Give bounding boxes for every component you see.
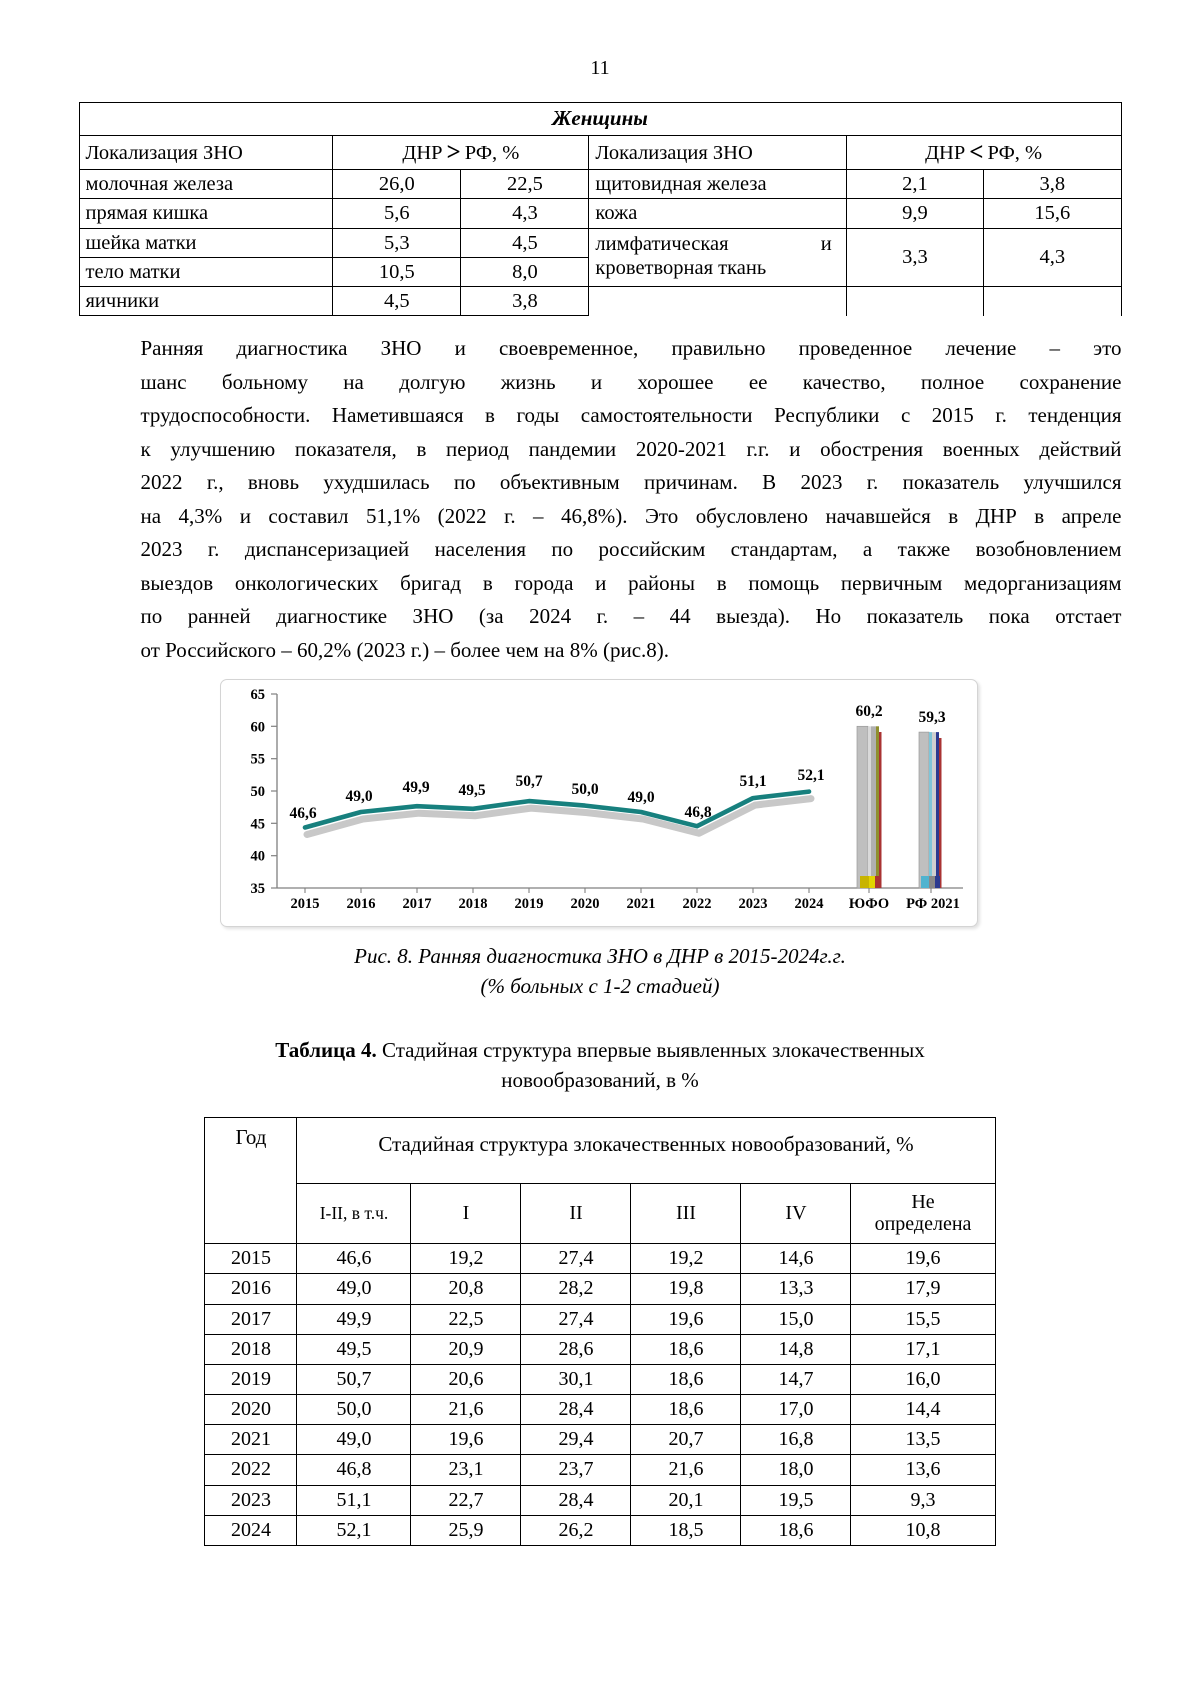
cell-value: 19,6 (411, 1425, 521, 1455)
cell-value: 51,1 (297, 1485, 411, 1515)
cell-value: 50,7 (297, 1364, 411, 1394)
cell-value: 28,2 (521, 1274, 631, 1304)
data-label: 49,0 (345, 788, 373, 806)
cell-empty (589, 287, 846, 316)
table-row-subheader (205, 1183, 995, 1244)
cell-loc: щитовидная железа (589, 170, 846, 199)
x-tick-labels (291, 896, 960, 912)
cell-year: 2015 (205, 1244, 297, 1274)
cell-value: 19,2 (411, 1244, 521, 1274)
table-row (205, 1334, 995, 1364)
x-tick-label: 2019 (514, 896, 544, 913)
cell-value: 9,9 (846, 199, 983, 228)
cell-value: 3,8 (461, 287, 589, 316)
cell-value: 21,6 (631, 1455, 741, 1485)
figure-caption-line1: Рис. 8. Ранняя диагностика ЗНО в ДНР в 2015-2024г.г. (354, 944, 846, 969)
body-paragraph (79, 332, 1122, 667)
early-diagnosis-chart (221, 680, 977, 926)
data-label: 49,0 (627, 789, 655, 807)
cell-value: 16,8 (741, 1425, 851, 1455)
x-tick-label: 2015 (290, 896, 320, 913)
x-tick-label: 2022 (682, 896, 712, 913)
cell-value: 27,4 (521, 1304, 631, 1334)
table-row (205, 1244, 995, 1274)
table-row (205, 1455, 995, 1485)
data-label-rf2021: 59,3 (918, 709, 946, 727)
stage-table-body (205, 1244, 995, 1546)
data-labels (289, 703, 945, 822)
header-col-i: I (411, 1183, 521, 1244)
cell-loc: тело матки (79, 257, 333, 286)
cell-value: 19,2 (631, 1244, 741, 1274)
data-label: 52,1 (797, 767, 825, 785)
x-tick-label: 2023 (738, 896, 768, 913)
cell-value: 28,6 (521, 1334, 631, 1364)
cell-loc: шейка матки (79, 228, 333, 257)
cell-value: 10,8 (851, 1515, 995, 1545)
cell-value: 50,0 (297, 1395, 411, 1425)
table-row (79, 199, 1121, 228)
table4-title-rest: Стадийная структура впервые выявленных злокачественных (376, 1038, 925, 1063)
header-col-ii: II (521, 1183, 631, 1244)
header-localization-left: Локализация ЗНО (79, 135, 333, 170)
cell-value: 18,5 (631, 1515, 741, 1545)
table4-title (185, 1035, 1015, 1095)
table-row (205, 1274, 995, 1304)
cell-year: 2017 (205, 1304, 297, 1334)
data-label: 50,0 (571, 781, 599, 799)
paragraph-line: 2022 г., вновь ухудшилась по объективным причинам. В 2023 г. показатель улучшился (140, 470, 1122, 495)
cell-value: 8,0 (461, 257, 589, 286)
cell-value: 19,8 (631, 1274, 741, 1304)
cell-value: 30,1 (521, 1364, 631, 1394)
table4-title-line1 (185, 1035, 1015, 1065)
cell-loc: кожа (589, 199, 846, 228)
bar-yufo (857, 727, 882, 889)
cell-year: 2018 (205, 1334, 297, 1364)
paragraph-line: шанс больному на долгую жизнь и хорошее ее качество, полное сохранение (140, 369, 1122, 394)
y-tick-label: 40 (250, 848, 265, 865)
cell-value: 14,7 (741, 1364, 851, 1394)
cell-year: 2021 (205, 1425, 297, 1455)
paragraph-line: по ранней диагностике ЗНО (за 2024 г. – 44 выезда). Но показатель пока отстает (140, 604, 1122, 629)
x-tick-label: 2018 (458, 896, 488, 913)
cell-value: 5,3 (333, 228, 461, 257)
paragraph-line: выездов онкологических бригад в города и районы в помощь первичным медорганизациям (140, 570, 1122, 595)
cell-value: 20,1 (631, 1485, 741, 1515)
cell-value: 18,6 (631, 1334, 741, 1364)
cell-value: 18,6 (631, 1364, 741, 1394)
figure-caption-line2: (% больных с 1-2 стадией) (480, 974, 720, 999)
cell-value: 26,2 (521, 1515, 631, 1545)
table-row-title (79, 103, 1121, 136)
paragraph-line: к улучшению показателя, в период пандемии 2020-2021 г.г. и обострения военных действий (140, 436, 1122, 461)
y-tick-label: 50 (250, 784, 265, 801)
cell-empty (846, 287, 983, 316)
y-tick-label: 65 (250, 687, 265, 704)
x-tick-label: РФ 2021 (906, 896, 960, 913)
chart-figure (220, 679, 980, 927)
cell-year: 2020 (205, 1395, 297, 1425)
cell-value: 15,5 (851, 1304, 995, 1334)
cell-value: 4,3 (984, 228, 1121, 286)
header-col-i-ii: I-II, в т.ч. (297, 1183, 411, 1244)
cell-value: 17,9 (851, 1274, 995, 1304)
cell-value: 25,9 (411, 1515, 521, 1545)
cell-value: 15,6 (984, 199, 1121, 228)
header-col-iii: III (631, 1183, 741, 1244)
y-tick-label: 55 (250, 751, 265, 768)
header-col-iv: IV (741, 1183, 851, 1244)
y-axis-ticks (271, 694, 277, 888)
cell-value: 3,3 (846, 228, 983, 286)
header-col-not-defined-line1: Не (911, 1190, 935, 1213)
header-stage-structure: Стадийная структура злокачественных новообразований, % (297, 1118, 995, 1183)
cell-value: 49,0 (297, 1274, 411, 1304)
table-row (79, 228, 1121, 257)
cell-year: 2022 (205, 1455, 297, 1485)
table-row (79, 170, 1121, 199)
y-tick-label: 60 (250, 719, 265, 736)
cell-value: 22,5 (411, 1304, 521, 1334)
table-row-header (79, 135, 1121, 170)
cell-value: 28,4 (521, 1485, 631, 1515)
data-label: 51,1 (739, 773, 767, 791)
header-year: Год (205, 1118, 297, 1244)
women-localization-table (79, 102, 1122, 316)
cell-loc-lymphatic (589, 228, 846, 286)
cell-value: 23,7 (521, 1455, 631, 1485)
cell-value: 20,9 (411, 1334, 521, 1364)
cell-value: 22,7 (411, 1485, 521, 1515)
y-tick-labels (251, 687, 266, 897)
cell-value: 17,1 (851, 1334, 995, 1364)
cell-value: 20,6 (411, 1364, 521, 1394)
header-rf-left: РФ, % (464, 141, 520, 164)
data-label-yufo: 60,2 (855, 703, 883, 721)
cell-value: 17,0 (741, 1395, 851, 1425)
greater-than-sign: > (446, 138, 461, 166)
cell-value: 19,6 (631, 1304, 741, 1334)
cell-value: 3,8 (984, 170, 1121, 199)
chart-plot-area (220, 679, 978, 927)
cell-value: 26,0 (333, 170, 461, 199)
header-localization-right: Локализация ЗНО (589, 135, 846, 170)
cell-value: 2,1 (846, 170, 983, 199)
cell-value: 22,5 (461, 170, 589, 199)
cell-year: 2024 (205, 1515, 297, 1545)
x-tick-label: 2021 (626, 896, 656, 913)
cell-year: 2019 (205, 1364, 297, 1394)
cell-value: 21,6 (411, 1395, 521, 1425)
table-row (205, 1395, 995, 1425)
cell-value: 14,8 (741, 1334, 851, 1364)
table-row (205, 1364, 995, 1394)
paragraph-line: на 4,3% и составил 51,1% (2022 г. – 46,8%). Это обусловлено начавшейся в ДНР в апреле (140, 503, 1122, 528)
cell-value: 18,6 (741, 1515, 851, 1545)
cell-value: 16,0 (851, 1364, 995, 1394)
cell-value: 18,6 (631, 1395, 741, 1425)
x-tick-label: 2020 (570, 896, 600, 913)
x-tick-label: ЮФО (848, 896, 890, 913)
data-label: 49,9 (402, 779, 430, 797)
x-tick-label: 2017 (402, 896, 432, 913)
table-row (205, 1425, 995, 1455)
data-label: 46,6 (289, 805, 317, 823)
cell-value: 49,5 (297, 1334, 411, 1364)
cell-year: 2023 (205, 1485, 297, 1515)
cell-loc: яичники (79, 287, 333, 316)
paragraph-line: трудоспособности. Наметившаяся в годы самостоятельности Республики с 2015 г. тенденция (140, 403, 1122, 428)
cell-value: 46,6 (297, 1244, 411, 1274)
header-compare-right (846, 135, 1121, 170)
cell-value: 20,8 (411, 1274, 521, 1304)
cell-value: 13,3 (741, 1274, 851, 1304)
cell-value: 18,0 (741, 1455, 851, 1485)
cell-value: 9,3 (851, 1485, 995, 1515)
paragraph-line: от Российского – 60,2% (2023 г.) – более чем на 8% (рис.8). (140, 637, 670, 662)
header-rf-right: РФ, % (987, 141, 1043, 164)
cell-year: 2016 (205, 1274, 297, 1304)
x-tick-label: 2024 (794, 896, 824, 913)
cell-value: 10,5 (333, 257, 461, 286)
table-row-header (205, 1118, 995, 1183)
data-label: 46,8 (684, 804, 712, 822)
cell-loc-line2: кроветворная ткань (595, 256, 767, 279)
x-axis-ticks (305, 888, 931, 893)
cell-value: 5,6 (333, 199, 461, 228)
stage-structure-table (204, 1117, 995, 1546)
cell-value: 19,6 (851, 1244, 995, 1274)
cell-value: 15,0 (741, 1304, 851, 1334)
header-col-not-defined-line2: определена (874, 1213, 972, 1236)
bar-rf2021 (919, 732, 942, 888)
paragraph-line: Ранняя диагностика ЗНО и своевременное, правильно проведенное лечение – это (140, 336, 1122, 361)
cell-value: 27,4 (521, 1244, 631, 1274)
cell-value: 4,5 (461, 228, 589, 257)
table4-title-line2: новообразований, в % (501, 1068, 699, 1093)
table-row (205, 1515, 995, 1545)
cell-loc: молочная железа (79, 170, 333, 199)
cell-value: 23,1 (411, 1455, 521, 1485)
cell-value: 4,5 (333, 287, 461, 316)
table-row (79, 287, 1121, 316)
table-row (205, 1485, 995, 1515)
cell-value: 49,0 (297, 1425, 411, 1455)
cell-value: 14,6 (741, 1244, 851, 1274)
y-tick-label: 45 (250, 816, 265, 833)
cell-value: 20,7 (631, 1425, 741, 1455)
cell-empty (984, 287, 1121, 316)
women-table-title: Женщины (79, 103, 1121, 136)
cell-loc: прямая кишка (79, 199, 333, 228)
data-label: 50,7 (515, 773, 543, 791)
header-col-not-defined (851, 1183, 995, 1244)
cell-value: 46,8 (297, 1455, 411, 1485)
x-tick-label: 2016 (346, 896, 376, 913)
cell-value: 29,4 (521, 1425, 631, 1455)
header-compare-left (333, 135, 589, 170)
table-row (205, 1304, 995, 1334)
paragraph-line: 2023 г. диспансеризацией населения по российским стандартам, а также возобновлением (140, 537, 1122, 562)
cell-loc-line1: лимфатическая и (595, 232, 832, 255)
figure-caption (150, 941, 1050, 1001)
data-label: 49,5 (458, 782, 486, 800)
table4-label: Таблица 4. (275, 1038, 377, 1063)
y-tick-label: 35 (250, 881, 265, 898)
cell-value: 14,4 (851, 1395, 995, 1425)
cell-value: 28,4 (521, 1395, 631, 1425)
cell-value: 52,1 (297, 1515, 411, 1545)
header-dnr-right: ДНР (925, 141, 966, 164)
less-than-sign: < (969, 138, 984, 166)
cell-value: 13,5 (851, 1425, 995, 1455)
cell-value: 4,3 (461, 199, 589, 228)
cell-value: 19,5 (741, 1485, 851, 1515)
cell-value: 13,6 (851, 1455, 995, 1485)
cell-value: 49,9 (297, 1304, 411, 1334)
page-number: 11 (590, 57, 610, 79)
header-dnr-left: ДНР (402, 141, 443, 164)
